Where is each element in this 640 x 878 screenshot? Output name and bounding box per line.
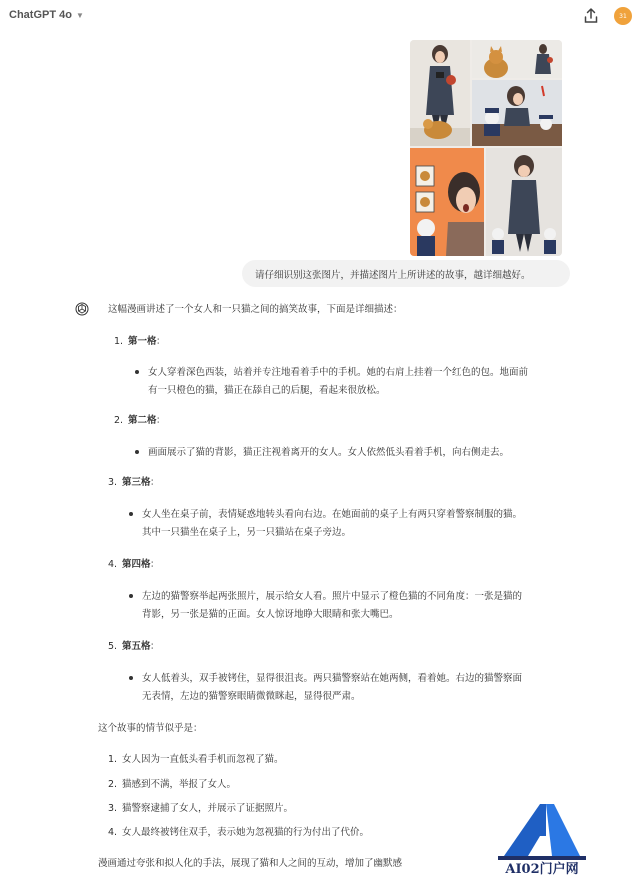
avatar[interactable] bbox=[614, 7, 632, 25]
closing-text: 漫画通过夸张和拟人化的手法，展现了猫和人之间的互动，增加了幽默感 bbox=[98, 858, 403, 869]
panel-description-line: 左边的猫警察举起两张照片，展示给女人看。照片中显示了橙色猫的不同角度：一张是猫的 bbox=[142, 591, 523, 602]
plot-step-number: 3. bbox=[108, 803, 118, 814]
panel-heading-number: 5. bbox=[108, 641, 118, 652]
panel-heading-colon: ： bbox=[150, 641, 160, 652]
panel-description-line: 其中一只猫坐在桌子上，另一只猫站在桌子旁边。 bbox=[142, 527, 352, 538]
plot-step-text: 猫感到不满，举报了女人。 bbox=[122, 779, 237, 790]
comic-image-attachment[interactable] bbox=[410, 40, 562, 256]
plot-step-number: 2. bbox=[108, 779, 118, 790]
user-message-text: 请仔细识别这张图片，并描述图片上所讲述的故事，越详细越好。 bbox=[255, 269, 531, 281]
bullet-dot bbox=[135, 370, 139, 374]
panel-description-line: 女人穿着深色西装，站着并专注地看着手中的手机。她的右肩上挂着一个红色的包。地面前 bbox=[148, 367, 529, 378]
panel-description-line: 背影，另一张是猫的正面。女人惊讶地睁大眼睛和张大嘴巴。 bbox=[142, 609, 399, 620]
share-icon[interactable] bbox=[582, 7, 600, 25]
bullet-dot bbox=[129, 512, 133, 516]
panel-heading-title: 第二格 bbox=[128, 415, 157, 426]
panel-heading-number: 3. bbox=[108, 477, 118, 488]
comic-panel-3 bbox=[472, 80, 562, 146]
response-intro: 这幅漫画讲述了一个女人和一只猫之间的搞笑故事，下面是详细描述： bbox=[108, 304, 403, 315]
top-bar bbox=[0, 0, 640, 34]
panel-description-line: 女人坐在桌子前，表情疑惑地转头看向右边。在她面前的桌子上有两只穿着警察制服的猫。 bbox=[142, 509, 523, 520]
comic-panel-5 bbox=[486, 148, 562, 256]
panel-heading-title: 第五格 bbox=[122, 641, 151, 652]
panel-heading-title: 第四格 bbox=[122, 559, 151, 570]
comic-panel-2 bbox=[472, 40, 562, 78]
plot-step-text: 女人最终被铐住双手，表示她为忽视猫的行为付出了代价。 bbox=[122, 827, 370, 838]
panel-heading-title: 第一格 bbox=[128, 336, 157, 347]
watermark-text: AI02门户网 bbox=[505, 862, 579, 877]
comic-panel-1 bbox=[410, 40, 470, 146]
panel-heading-number: 1. bbox=[114, 336, 124, 347]
bullet-dot bbox=[129, 676, 133, 680]
plot-step-text: 猫警察逮捕了女人，并展示了证据照片。 bbox=[122, 803, 294, 814]
panel-description-line: 女人低着头，双手被铐住，显得很沮丧。两只猫警察站在她两侧，看着她。右边的猫警察面 bbox=[142, 673, 523, 684]
panel-heading-colon: ： bbox=[156, 415, 166, 426]
plot-step-number: 1. bbox=[108, 754, 118, 765]
bullet-dot bbox=[129, 594, 133, 598]
model-name: ChatGPT 4o bbox=[9, 9, 72, 21]
avatar-text: 31 bbox=[619, 12, 627, 20]
panel-heading-title: 第三格 bbox=[122, 477, 151, 488]
panel-heading-colon: ： bbox=[150, 477, 160, 488]
panel-heading-colon: ： bbox=[156, 336, 166, 347]
bullet-dot bbox=[135, 450, 139, 454]
panel-description-line: 画面展示了猫的背影，猫正注视着离开的女人。女人依然低头看着手机，向右侧走去。 bbox=[148, 447, 510, 458]
panel-heading-number: 4. bbox=[108, 559, 118, 570]
plot-step-number: 4. bbox=[108, 827, 118, 838]
chevron-down-icon: ▼ bbox=[75, 10, 84, 20]
panel-heading-colon: ： bbox=[150, 559, 160, 570]
plot-intro: 这个故事的情节似乎是： bbox=[98, 723, 203, 734]
openai-logo-icon bbox=[75, 302, 89, 316]
panel-heading-number: 2. bbox=[114, 415, 124, 426]
model-selector[interactable] bbox=[9, 9, 84, 21]
panel-description-line: 有一只橙色的猫，猫正在舔自己的后腿，看起来很放松。 bbox=[148, 385, 386, 396]
panel-description-line: 无表情，左边的猫警察眼睛微微眯起，显得很严肃。 bbox=[142, 691, 361, 702]
user-message-bubble bbox=[242, 260, 570, 287]
plot-step-text: 女人因为一直低头看手机而忽视了猫。 bbox=[122, 754, 284, 765]
comic-panel-4 bbox=[410, 148, 484, 256]
